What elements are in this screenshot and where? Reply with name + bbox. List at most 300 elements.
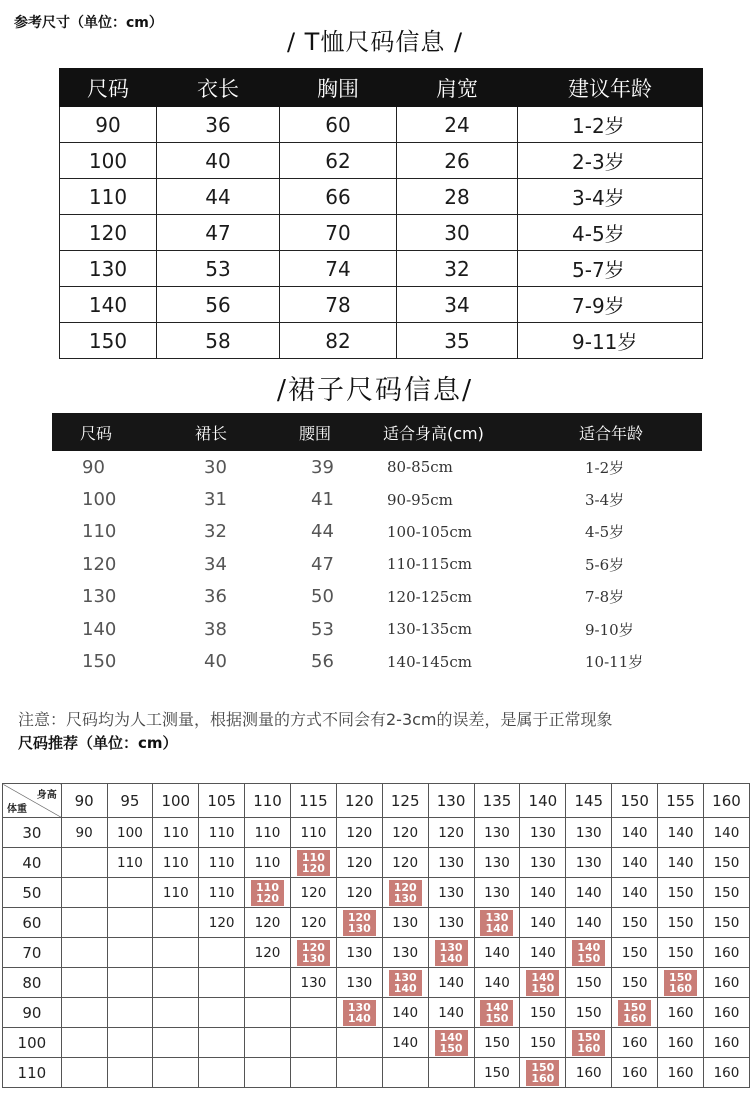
skirt-header-cell: 尺码 (52, 413, 159, 451)
grid-cell (61, 998, 107, 1028)
skirt-header-row (52, 413, 702, 451)
range-high: 150 (485, 1011, 509, 1025)
grid-cell: 150 (520, 998, 566, 1028)
tshirt-cell: 47 (157, 215, 280, 251)
grid-cell: 150 (520, 1028, 566, 1058)
grid-cell: 160 (566, 1058, 612, 1088)
grid-cell (428, 1028, 474, 1058)
grid-cell (290, 998, 336, 1028)
tshirt-header-row (60, 69, 703, 107)
grid-cell: 130 (428, 848, 474, 878)
grid-cell (61, 1028, 107, 1058)
grid-cell: 160 (612, 1058, 658, 1088)
skirt-cell: 120-125cm (387, 587, 472, 606)
grid-cell: 160 (658, 1028, 704, 1058)
height-header-cell: 120 (336, 784, 382, 818)
grid-cell (107, 938, 153, 968)
size-range-highlight (435, 940, 468, 966)
grid-cell (245, 878, 291, 908)
skirt-cell: 100 (82, 489, 117, 511)
grid-cell: 130 (428, 878, 474, 908)
grid-cell (245, 998, 291, 1028)
table-row (60, 287, 703, 323)
size-range-highlight (389, 880, 422, 906)
grid-cell: 160 (703, 1058, 749, 1088)
grid-cell (382, 878, 428, 908)
table-row (3, 818, 750, 848)
grid-cell: 110 (153, 848, 199, 878)
grid-corner-cell (3, 784, 62, 818)
range-high: 150 (531, 981, 555, 995)
grid-cell (290, 938, 336, 968)
range-high: 140 (485, 921, 509, 935)
grid-cell: 120 (199, 908, 245, 938)
skirt-size-title: /裙子尺码信息/ (276, 375, 474, 406)
range-low: 150 (623, 1000, 647, 1014)
range-high: 130 (347, 921, 371, 935)
size-range-highlight (664, 970, 697, 996)
range-high: 160 (577, 1041, 601, 1055)
size-range-highlight (297, 850, 330, 876)
grid-cell (153, 938, 199, 968)
grid-cell: 140 (520, 908, 566, 938)
grid-cell: 150 (566, 998, 612, 1028)
skirt-cell: 56 (311, 651, 334, 673)
table-row (3, 1028, 750, 1058)
skirt-cell: 44 (311, 521, 334, 543)
grid-cell (520, 1058, 566, 1088)
grid-cell: 130 (520, 848, 566, 878)
skirt-cell: 7-8岁 (585, 588, 625, 607)
grid-cell (107, 1058, 153, 1088)
range-low: 120 (301, 940, 325, 954)
table-row (52, 548, 702, 580)
size-range-highlight (480, 910, 513, 936)
range-high: 120 (301, 861, 325, 875)
tshirt-cell: 70 (280, 215, 397, 251)
grid-cell (336, 908, 382, 938)
tshirt-cell: 3-4岁 (518, 179, 703, 215)
grid-cell: 110 (153, 878, 199, 908)
grid-cell: 120 (245, 908, 291, 938)
range-high: 140 (347, 1011, 371, 1025)
skirt-cell: 34 (204, 553, 227, 575)
corner-height-label: 身高 (36, 790, 57, 801)
height-header-cell: 110 (245, 784, 291, 818)
range-low: 140 (577, 940, 601, 954)
grid-cell: 140 (703, 818, 749, 848)
tshirt-cell: 150 (60, 323, 157, 359)
range-low: 150 (669, 970, 693, 984)
table-row (52, 516, 702, 548)
tshirt-cell: 34 (397, 287, 518, 323)
size-range-highlight (297, 940, 330, 966)
table-row (60, 251, 703, 287)
grid-cell: 130 (428, 908, 474, 938)
height-header-cell: 145 (566, 784, 612, 818)
table-row (52, 613, 702, 645)
size-range-highlight (435, 1030, 468, 1056)
range-high: 160 (531, 1071, 555, 1085)
grid-cell: 160 (703, 968, 749, 998)
grid-cell: 100 (107, 818, 153, 848)
weight-header-cell: 70 (3, 938, 62, 968)
grid-cell (382, 968, 428, 998)
corner-weight-label: 体重 (7, 804, 27, 815)
grid-cell (290, 848, 336, 878)
grid-cell: 130 (382, 938, 428, 968)
tshirt-cell: 9-11岁 (518, 323, 703, 359)
grid-cell: 150 (703, 878, 749, 908)
weight-header-cell: 100 (3, 1028, 62, 1058)
grid-cell: 150 (612, 908, 658, 938)
height-header-cell: 155 (658, 784, 704, 818)
table-row (52, 451, 702, 483)
grid-cell: 90 (61, 818, 107, 848)
weight-header-cell: 80 (3, 968, 62, 998)
grid-cell: 150 (658, 908, 704, 938)
weight-header-cell: 60 (3, 908, 62, 938)
grid-cell: 110 (199, 878, 245, 908)
table-row (52, 483, 702, 515)
weight-header-cell: 30 (3, 818, 62, 848)
range-low: 140 (439, 1030, 463, 1044)
grid-cell: 120 (290, 878, 336, 908)
skirt-header-cell: 裙长 (159, 413, 269, 451)
height-header-cell: 160 (703, 784, 749, 818)
tshirt-cell: 26 (397, 143, 518, 179)
skirt-cell: 31 (204, 489, 227, 511)
grid-cell: 140 (428, 968, 474, 998)
grid-cell: 130 (474, 878, 520, 908)
skirt-cell: 9-10岁 (585, 620, 634, 639)
grid-cell (199, 1058, 245, 1088)
skirt-cell: 90 (82, 456, 105, 478)
grid-cell: 150 (612, 968, 658, 998)
grid-cell (290, 1028, 336, 1058)
skirt-cell: 140-145cm (387, 652, 472, 671)
size-range-highlight (618, 1000, 651, 1026)
table-row (52, 645, 702, 677)
grid-cell: 110 (199, 818, 245, 848)
skirt-cell: 1-2岁 (585, 458, 625, 477)
grid-cell: 130 (566, 848, 612, 878)
grid-cell: 120 (336, 818, 382, 848)
grid-cell: 140 (520, 878, 566, 908)
range-low: 150 (531, 1060, 555, 1074)
tshirt-header-cell: 衣长 (157, 69, 280, 107)
reference-unit-label: 参考尺寸（单位：cm） (14, 15, 163, 31)
grid-cell: 120 (382, 818, 428, 848)
grid-cell: 140 (612, 878, 658, 908)
grid-cell: 140 (474, 938, 520, 968)
range-low: 130 (347, 1000, 371, 1014)
table-row (60, 215, 703, 251)
tshirt-cell: 28 (397, 179, 518, 215)
grid-cell (199, 1028, 245, 1058)
tshirt-cell: 32 (397, 251, 518, 287)
range-low: 150 (577, 1030, 601, 1044)
grid-cell: 160 (703, 1028, 749, 1058)
grid-cell (61, 848, 107, 878)
tshirt-cell: 74 (280, 251, 397, 287)
grid-cell: 110 (153, 818, 199, 848)
grid-cell (336, 998, 382, 1028)
grid-cell: 130 (566, 818, 612, 848)
grid-cell (107, 968, 153, 998)
tshirt-cell: 2-3岁 (518, 143, 703, 179)
tshirt-header-cell: 肩宽 (397, 69, 518, 107)
tshirt-cell: 56 (157, 287, 280, 323)
range-low: 140 (531, 970, 555, 984)
skirt-cell: 3-4岁 (585, 491, 625, 510)
grid-cell (61, 938, 107, 968)
grid-cell (153, 968, 199, 998)
skirt-cell: 10-11岁 (585, 653, 644, 672)
grid-cell: 160 (703, 938, 749, 968)
tshirt-cell: 78 (280, 287, 397, 323)
table-row (3, 1058, 750, 1088)
size-range-highlight (572, 1030, 605, 1056)
grid-cell (566, 938, 612, 968)
tshirt-cell: 40 (157, 143, 280, 179)
height-header-cell: 150 (612, 784, 658, 818)
grid-cell: 140 (566, 878, 612, 908)
grid-cell: 150 (566, 968, 612, 998)
grid-cell (382, 1058, 428, 1088)
range-high: 130 (393, 891, 417, 905)
tshirt-cell: 7-9岁 (518, 287, 703, 323)
grid-cell: 150 (474, 1028, 520, 1058)
grid-cell: 120 (290, 908, 336, 938)
height-header-cell: 135 (474, 784, 520, 818)
grid-cell: 130 (336, 968, 382, 998)
skirt-cell: 36 (204, 586, 227, 608)
tshirt-cell: 140 (60, 287, 157, 323)
range-low: 130 (393, 970, 417, 984)
tshirt-cell: 35 (397, 323, 518, 359)
range-high: 120 (256, 891, 279, 905)
skirt-cell: 41 (311, 489, 334, 511)
grid-cell: 150 (658, 938, 704, 968)
skirt-cell: 150 (82, 651, 117, 673)
grid-cell (199, 938, 245, 968)
grid-cell: 130 (520, 818, 566, 848)
grid-cell: 130 (474, 818, 520, 848)
skirt-cell: 5-6岁 (585, 555, 625, 574)
size-range-highlight (389, 970, 422, 996)
range-low: 130 (439, 940, 463, 954)
skirt-cell: 120 (82, 553, 117, 575)
grid-cell (245, 1028, 291, 1058)
size-recommendation-grid (2, 783, 750, 1088)
skirt-cell: 53 (311, 618, 334, 640)
grid-cell: 140 (658, 848, 704, 878)
skirt-header-cell: 适合年龄 (547, 413, 702, 451)
grid-cell: 160 (612, 1028, 658, 1058)
grid-cell: 150 (703, 908, 749, 938)
grid-cell: 110 (245, 818, 291, 848)
skirt-cell: 38 (204, 618, 227, 640)
skirt-cell: 30 (204, 456, 227, 478)
table-row (3, 998, 750, 1028)
grid-cell: 110 (199, 848, 245, 878)
height-header-cell: 115 (290, 784, 336, 818)
grid-cell: 130 (290, 968, 336, 998)
range-high: 160 (623, 1011, 647, 1025)
grid-header-row (3, 784, 750, 818)
size-range-highlight (251, 880, 284, 906)
range-high: 130 (301, 951, 325, 965)
range-high: 140 (439, 951, 463, 965)
tshirt-cell: 44 (157, 179, 280, 215)
skirt-cell: 4-5岁 (585, 523, 625, 542)
grid-cell: 130 (336, 938, 382, 968)
tshirt-size-table (59, 68, 703, 359)
grid-cell: 160 (658, 998, 704, 1028)
grid-cell: 140 (520, 938, 566, 968)
size-range-highlight (343, 1000, 376, 1026)
grid-cell: 110 (290, 818, 336, 848)
grid-cell (428, 938, 474, 968)
grid-cell (199, 968, 245, 998)
skirt-cell: 47 (311, 553, 334, 575)
table-row (60, 107, 703, 143)
grid-cell: 120 (245, 938, 291, 968)
grid-cell (153, 998, 199, 1028)
grid-cell (336, 1028, 382, 1058)
size-range-highlight (526, 1060, 559, 1086)
skirt-cell: 40 (204, 651, 227, 673)
tshirt-cell: 1-2岁 (518, 107, 703, 143)
range-low: 140 (485, 1000, 509, 1014)
skirt-size-table (52, 413, 702, 678)
height-header-cell: 95 (107, 784, 153, 818)
skirt-cell: 50 (311, 586, 334, 608)
tshirt-header-cell: 胸围 (280, 69, 397, 107)
table-row (3, 878, 750, 908)
tshirt-cell: 120 (60, 215, 157, 251)
grid-cell (61, 878, 107, 908)
grid-cell (153, 1028, 199, 1058)
skirt-cell: 80-85cm (387, 458, 453, 477)
height-header-cell: 100 (153, 784, 199, 818)
tshirt-cell: 62 (280, 143, 397, 179)
tshirt-cell: 130 (60, 251, 157, 287)
tshirt-cell: 110 (60, 179, 157, 215)
tshirt-cell: 90 (60, 107, 157, 143)
weight-header-cell: 40 (3, 848, 62, 878)
height-header-cell: 130 (428, 784, 474, 818)
grid-cell: 140 (382, 1028, 428, 1058)
grid-cell: 150 (474, 1058, 520, 1088)
skirt-cell: 110 (82, 521, 117, 543)
grid-cell: 130 (474, 848, 520, 878)
grid-cell: 160 (703, 998, 749, 1028)
grid-cell (290, 1058, 336, 1088)
grid-cell: 150 (658, 878, 704, 908)
table-row (3, 968, 750, 998)
grid-cell: 110 (107, 848, 153, 878)
skirt-cell: 32 (204, 521, 227, 543)
tshirt-cell: 4-5岁 (518, 215, 703, 251)
skirt-cell: 110-115cm (387, 555, 472, 574)
grid-cell (107, 998, 153, 1028)
skirt-cell: 130-135cm (387, 620, 472, 639)
grid-cell: 140 (612, 848, 658, 878)
grid-cell: 140 (566, 908, 612, 938)
weight-header-cell: 50 (3, 878, 62, 908)
height-header-cell: 90 (61, 784, 107, 818)
grid-cell (245, 968, 291, 998)
grid-cell: 140 (382, 998, 428, 1028)
grid-cell (428, 1058, 474, 1088)
size-range-highlight (343, 910, 376, 936)
weight-header-cell: 90 (3, 998, 62, 1028)
size-range-highlight (480, 1000, 513, 1026)
tshirt-cell: 60 (280, 107, 397, 143)
grid-cell (61, 908, 107, 938)
table-row (60, 323, 703, 359)
tshirt-header-cell: 尺码 (60, 69, 157, 107)
skirt-cell: 140 (82, 618, 117, 640)
size-recommendation-title: 尺码推荐（单位：cm） (18, 734, 178, 752)
grid-cell: 140 (658, 818, 704, 848)
skirt-cell: 100-105cm (387, 522, 472, 541)
grid-cell (474, 908, 520, 938)
skirt-cell: 90-95cm (387, 490, 453, 509)
tshirt-cell: 24 (397, 107, 518, 143)
grid-cell: 150 (703, 848, 749, 878)
grid-cell (61, 1058, 107, 1088)
tshirt-header-cell: 建议年龄 (518, 69, 703, 107)
range-low: 130 (485, 910, 509, 924)
weight-header-cell: 110 (3, 1058, 62, 1088)
grid-cell (61, 968, 107, 998)
skirt-header-cell: 适合身高(cm) (375, 413, 547, 451)
grid-cell: 110 (245, 848, 291, 878)
height-header-cell: 140 (520, 784, 566, 818)
range-high: 150 (439, 1041, 463, 1055)
skirt-cell: 130 (82, 586, 117, 608)
grid-cell (107, 1028, 153, 1058)
grid-cell (474, 998, 520, 1028)
grid-cell: 130 (382, 908, 428, 938)
grid-cell (107, 908, 153, 938)
grid-cell: 140 (428, 998, 474, 1028)
grid-cell (107, 878, 153, 908)
grid-cell: 120 (382, 848, 428, 878)
tshirt-cell: 82 (280, 323, 397, 359)
table-row (52, 581, 702, 613)
measurement-note: 注意：尺码均为人工测量，根据测量的方式不同会有2-3cm的误差，是属于正常现象 (18, 710, 613, 729)
range-low: 110 (301, 850, 325, 864)
tshirt-cell: 5-7岁 (518, 251, 703, 287)
range-low: 120 (393, 880, 417, 894)
grid-cell (245, 1058, 291, 1088)
range-high: 150 (577, 951, 601, 965)
range-low: 120 (347, 910, 371, 924)
range-high: 140 (393, 981, 417, 995)
size-range-highlight (572, 940, 605, 966)
grid-cell (520, 968, 566, 998)
grid-cell (566, 1028, 612, 1058)
grid-cell (658, 968, 704, 998)
table-row (3, 908, 750, 938)
grid-cell: 140 (474, 968, 520, 998)
grid-cell: 140 (612, 818, 658, 848)
grid-cell (153, 1058, 199, 1088)
